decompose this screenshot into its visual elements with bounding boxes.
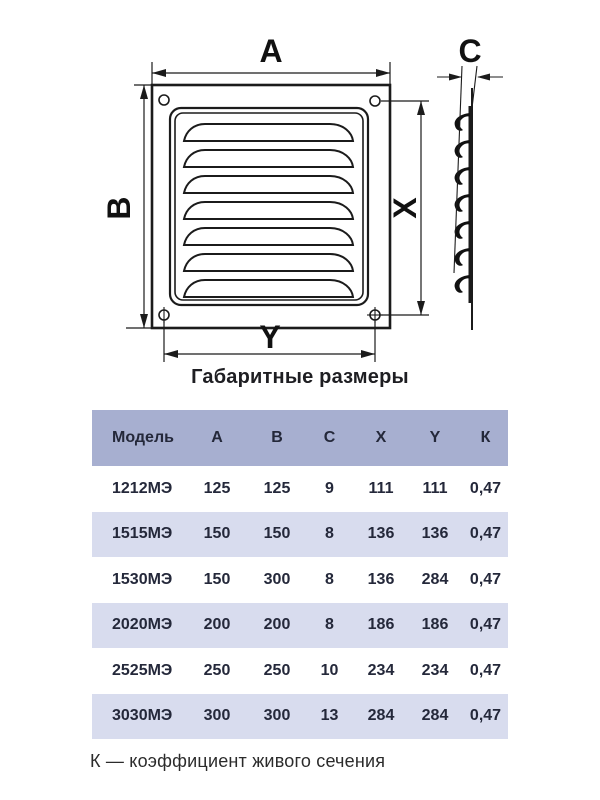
column-header-b: B bbox=[271, 429, 283, 446]
table-row bbox=[92, 648, 508, 694]
value-cell: 136 bbox=[367, 525, 395, 543]
table-header-row bbox=[92, 410, 508, 466]
value-cell: 0,47 bbox=[469, 525, 502, 543]
value-cell: 250 bbox=[263, 661, 291, 679]
dim-label-c: C bbox=[458, 33, 482, 69]
value-cell: 8 bbox=[325, 570, 334, 588]
grille-side-view bbox=[455, 88, 472, 330]
value-cell: 200 bbox=[203, 616, 231, 634]
model-cell: 2020МЭ bbox=[112, 616, 173, 634]
grille-front-view bbox=[152, 85, 390, 328]
value-cell: 10 bbox=[320, 661, 339, 679]
value-cell: 150 bbox=[203, 570, 231, 588]
value-cell: 0,47 bbox=[469, 661, 502, 679]
value-cell: 8 bbox=[325, 525, 334, 543]
value-cell: 300 bbox=[263, 570, 291, 588]
drawing-caption: Габаритные размеры bbox=[191, 366, 409, 388]
value-cell: 8 bbox=[325, 616, 334, 634]
value-cell: 0,47 bbox=[469, 616, 502, 634]
value-cell: 0,47 bbox=[469, 479, 502, 497]
column-header-k: К bbox=[480, 429, 491, 446]
dim-label-x: X bbox=[387, 197, 423, 219]
footnote: К — коэффициент живого сечения bbox=[90, 751, 386, 771]
table-row bbox=[92, 512, 508, 558]
value-cell: 125 bbox=[263, 479, 291, 497]
value-cell: 186 bbox=[421, 616, 449, 634]
value-cell: 200 bbox=[263, 616, 291, 634]
table-row bbox=[92, 557, 508, 603]
value-cell: 150 bbox=[203, 525, 231, 543]
spec-table bbox=[92, 410, 508, 739]
table-row bbox=[92, 694, 508, 740]
column-header-model: Модель bbox=[112, 429, 174, 446]
value-cell: 150 bbox=[263, 525, 291, 543]
value-cell: 136 bbox=[421, 525, 449, 543]
value-cell: 0,47 bbox=[469, 707, 502, 725]
spec-table-body bbox=[92, 466, 508, 739]
dim-label-y: Y bbox=[259, 319, 281, 355]
model-cell: 2525МЭ bbox=[112, 661, 173, 679]
model-cell: 1212МЭ bbox=[112, 479, 173, 497]
value-cell: 111 bbox=[368, 479, 394, 497]
value-cell: 284 bbox=[421, 570, 449, 588]
value-cell: 136 bbox=[367, 570, 395, 588]
value-cell: 300 bbox=[203, 707, 231, 725]
value-cell: 111 bbox=[422, 479, 448, 497]
value-cell: 250 bbox=[203, 661, 231, 679]
value-cell: 125 bbox=[203, 479, 231, 497]
value-cell: 234 bbox=[421, 661, 449, 679]
table-row bbox=[92, 466, 508, 512]
table-row bbox=[92, 603, 508, 649]
dim-label-b: B bbox=[101, 196, 137, 220]
value-cell: 0,47 bbox=[469, 570, 502, 588]
column-header-c: C bbox=[323, 429, 336, 446]
column-header-a: A bbox=[211, 429, 223, 446]
model-cell: 1530МЭ bbox=[112, 570, 173, 588]
column-header-y: Y bbox=[429, 429, 441, 446]
value-cell: 300 bbox=[263, 707, 291, 725]
model-cell: 3030МЭ bbox=[112, 707, 173, 725]
value-cell: 186 bbox=[367, 616, 395, 634]
value-cell: 13 bbox=[320, 707, 339, 725]
value-cell: 284 bbox=[421, 707, 449, 725]
column-header-x: X bbox=[375, 429, 387, 446]
grille-outer-frame bbox=[152, 85, 390, 328]
model-cell: 1515МЭ bbox=[112, 525, 173, 543]
value-cell: 284 bbox=[367, 707, 395, 725]
value-cell: 234 bbox=[367, 661, 395, 679]
value-cell: 9 bbox=[325, 479, 334, 497]
dim-label-a: A bbox=[259, 33, 283, 69]
